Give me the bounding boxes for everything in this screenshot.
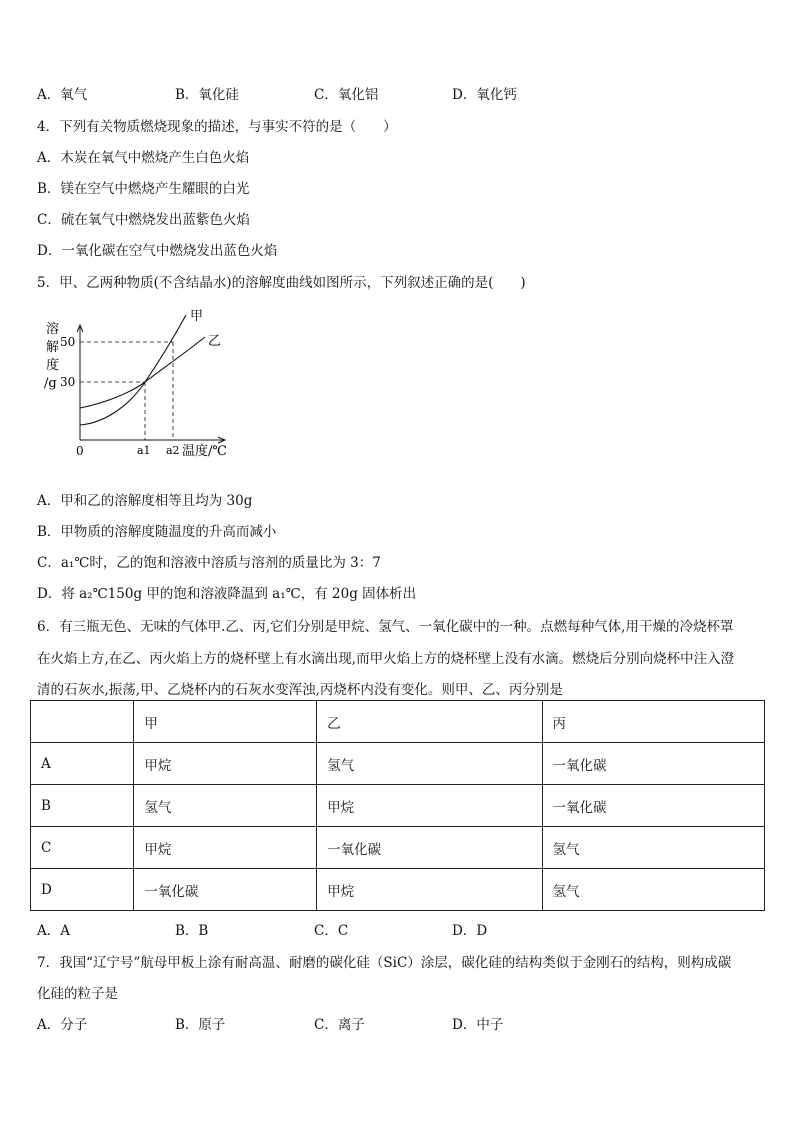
table-cell: 氢气: [542, 827, 764, 869]
table-header-row: [31, 701, 765, 743]
q7-stem-line-2: 化硅的粒子是: [37, 986, 118, 1002]
table-cell: 一氧化碳: [317, 827, 542, 869]
table-cell: 甲烷: [317, 785, 542, 827]
table-cell: 氢气: [134, 785, 317, 827]
q3-option-d: D．氧化钙: [452, 87, 517, 103]
q3-option-c: C．氧化铝: [314, 87, 379, 103]
chart-ylabel-2: 解: [46, 340, 60, 355]
q6-stem-line-1: 6．有三瓶无色、无味的气体甲.乙、丙,它们分别是甲烷、氢气、一氧化碳中的一种。点燃每种气体,用干燥的冷烧杯罩: [37, 619, 734, 635]
q6-option-b: B．B: [175, 923, 209, 939]
table-row: [31, 827, 765, 869]
q6-option-a: A．A: [37, 923, 70, 939]
x-axis-label: 温度/℃: [182, 444, 227, 459]
curve-yi: [80, 337, 205, 408]
table-header-cell: 丙: [542, 701, 764, 743]
q6-stem-line-2: 在火焰上方,在乙、丙火焰上方的烧杯壁上有水滴出现,而甲火焰上方的烧杯壁上没有水滴。燃烧后分别向烧杯中注入澄: [37, 651, 735, 667]
table-cell: 甲烷: [134, 743, 317, 785]
chart-ylabel-3: 度: [46, 358, 60, 373]
table-cell: C: [31, 827, 134, 869]
table-cell: 一氧化碳: [134, 869, 317, 911]
table-cell: 甲烷: [317, 869, 542, 911]
q4-option-b: B．镁在空气中燃烧产生耀眼的白光: [37, 181, 250, 197]
series-label-jia: 甲: [190, 309, 204, 324]
q4-option-c: C．硫在氧气中燃烧发出蓝紫色火焰: [37, 212, 250, 228]
ytick-50: 50: [60, 335, 76, 349]
table-row: [31, 869, 765, 911]
table-header-cell: [31, 701, 134, 743]
solubility-chart: [40, 305, 240, 465]
table-header-cell: 甲: [134, 701, 317, 743]
chart-ylabel-1: 溶: [46, 322, 60, 337]
table-cell: 氢气: [317, 743, 542, 785]
xtick-a1: a1: [137, 444, 151, 457]
q6-option-c: C．C: [314, 923, 349, 939]
q5-stem: 5．甲、乙两种物质(不含结晶水)的溶解度曲线如图所示，下列叙述正确的是( ): [37, 275, 526, 291]
q5-option-b: B．甲物质的溶解度随温度的升高而减小: [37, 524, 277, 540]
table-row: [31, 743, 765, 785]
q5-option-a: A．甲和乙的溶解度相等且均为 30g: [37, 493, 253, 509]
q6-answer-table: [30, 700, 765, 911]
curve-jia: [80, 315, 186, 425]
origin-label: 0: [76, 444, 84, 458]
table-cell: B: [31, 785, 134, 827]
q6-stem-line-3: 清的石灰水,振荡,甲、乙烧杯内的石灰水变浑浊,丙烧杯内没有变化。则甲、乙、丙分别是: [37, 682, 563, 698]
q4-stem: 4．下列有关物质燃烧现象的描述，与事实不符的是（ ）: [37, 119, 397, 135]
q7-stem-line-1: 7．我国“辽宁号”航母甲板上涂有耐高温、耐磨的碳化硅（SiC）涂层，碳化硅的结构类似于金刚石的结构，则构成碳: [37, 955, 732, 971]
series-label-yi: 乙: [208, 334, 222, 349]
ytick-30: 30: [60, 375, 76, 389]
q6-option-d: D．D: [452, 923, 488, 939]
q7-option-d: D．中子: [452, 1017, 504, 1033]
q4-option-d: D．一氧化碳在空气中燃烧发出蓝色火焰: [37, 243, 278, 259]
table-cell: 一氧化碳: [542, 785, 764, 827]
q7-option-c: C．离子: [314, 1017, 365, 1033]
table-cell: 氢气: [542, 869, 764, 911]
table-row: [31, 785, 765, 827]
chart-ylabel-4: /g: [44, 376, 57, 391]
table-cell: 一氧化碳: [542, 743, 764, 785]
table-cell: 甲烷: [134, 827, 317, 869]
q3-option-b: B．氧化硅: [175, 87, 239, 103]
xtick-a2: a2: [166, 444, 180, 457]
table-cell: D: [31, 869, 134, 911]
q5-option-d: D．将 a₂℃150g 甲的饱和溶液降温到 a₁℃，有 20g 固体析出: [37, 586, 417, 602]
q7-option-a: A．分子: [37, 1017, 88, 1033]
q7-option-b: B．原子: [175, 1017, 226, 1033]
table-header-cell: 乙: [317, 701, 542, 743]
q3-option-a: A．氧气: [37, 87, 88, 103]
q5-option-c: C．a₁℃时，乙的饱和溶液中溶质与溶剂的质量比为 3：7: [37, 555, 381, 571]
q4-option-a: A．木炭在氧气中燃烧产生白色火焰: [37, 150, 250, 166]
table-cell: A: [31, 743, 134, 785]
